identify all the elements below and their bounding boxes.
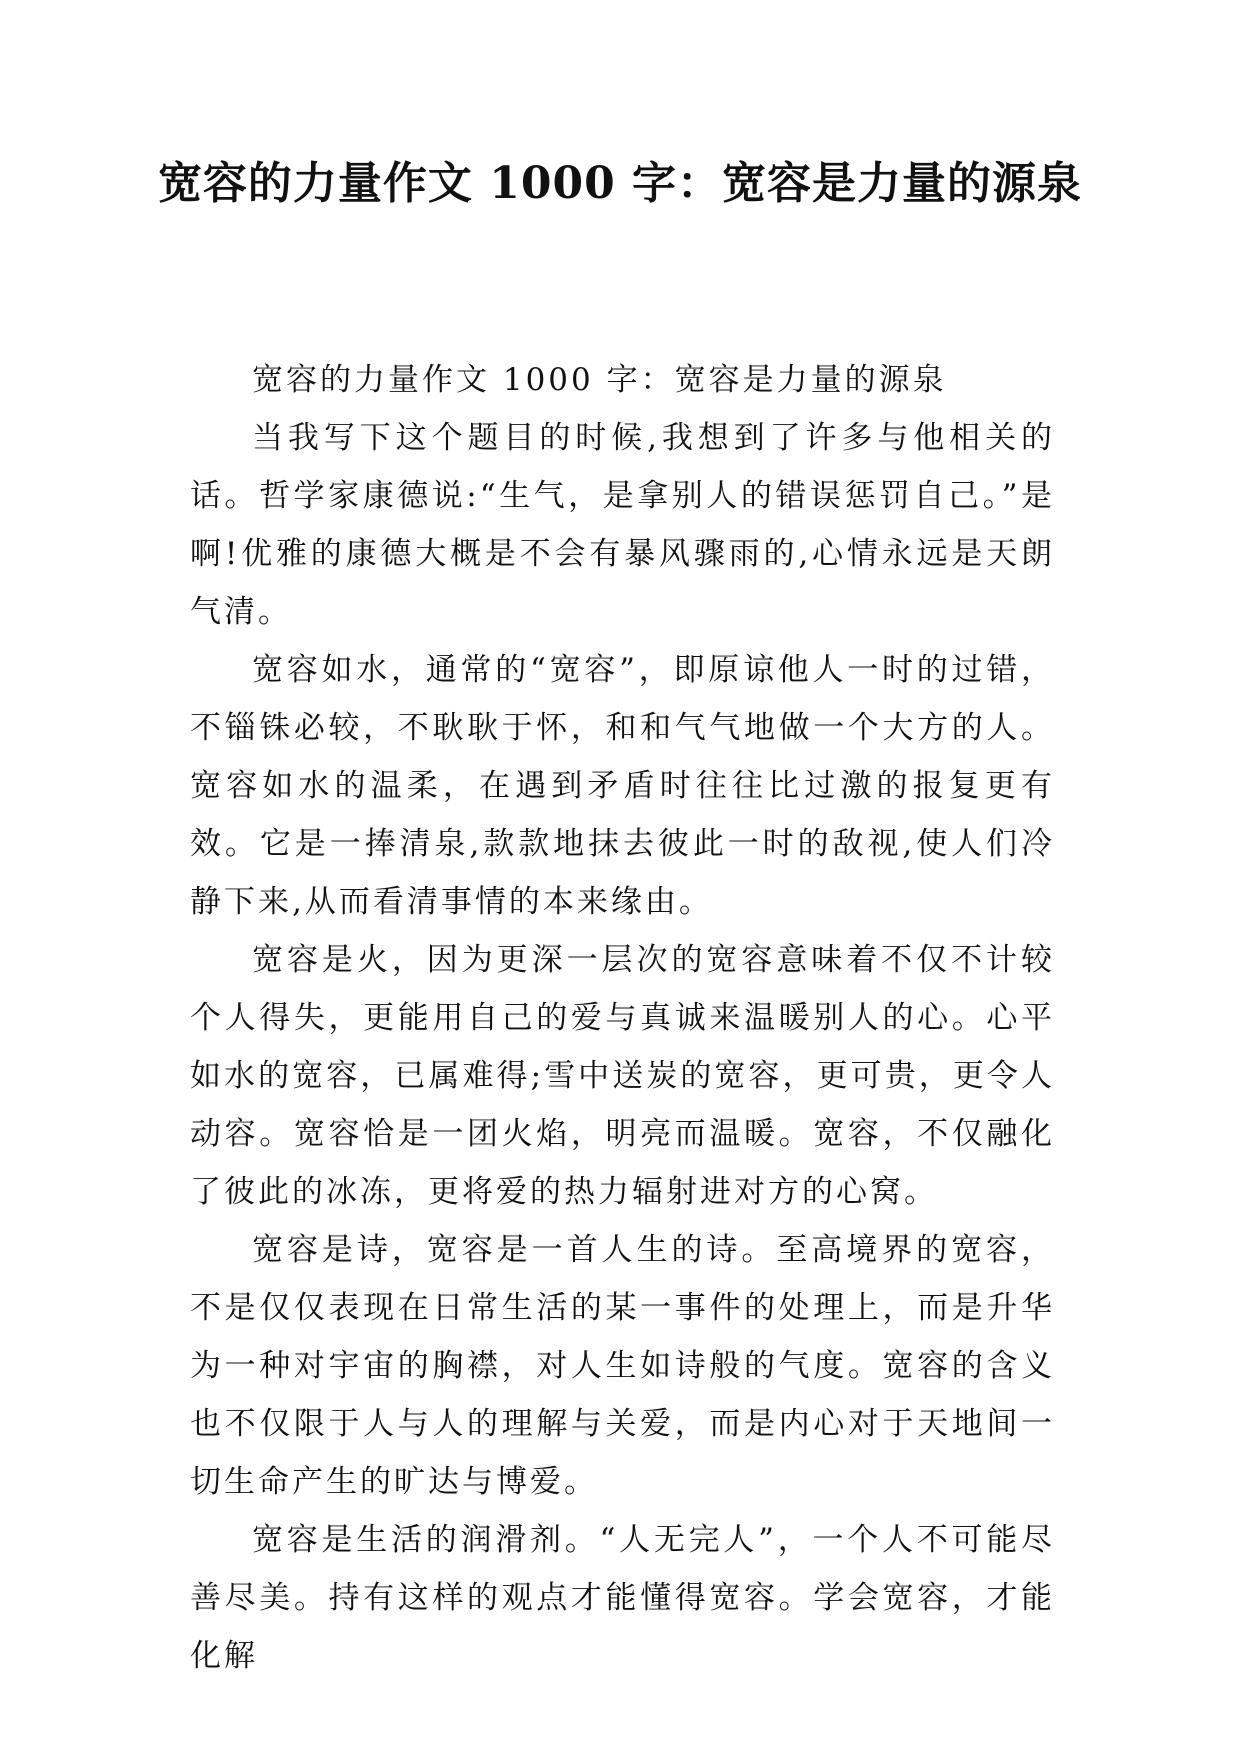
paragraph: 当我写下这个题目的时候,我想到了许多与他相关的话。哲学家康德说:“生气，是拿别人的错误惩罚自己。”是啊!优雅的康德大概是不会有暴风骤雨的,心情永远是天朗气清。 xyxy=(190,420,1055,630)
document-title: 宽容的力量作文 1000 字：宽容是力量的源泉 xyxy=(157,158,1083,209)
paragraph: 宽容是生活的润滑剂。“人无完人”，一个人不可能尽善尽美。持有这样的观点才能懂得宽容。学会宽容，才能化解 xyxy=(190,1522,1055,1674)
paragraph: 宽容如水，通常的“宽容”，即原谅他人一时的过错，不锱铢必较，不耿耿于怀，和和气气地做一个大方的人。宽容如水的温柔，在遇到矛盾时往往比过激的报复更有效。它是一捧清泉,款款地抹去彼此一时的敌视,使人们冷静下来,从而看清事情的本来缘由。 xyxy=(190,652,1055,920)
paragraph: 宽容是诗，宽容是一首人生的诗。至高境界的宽容，不是仅仅表现在日常生活的某一事件的处理上，而是升华为一种对宇宙的胸襟，对人生如诗般的气度。宽容的含义也不仅限于人与人的理解与关爱，而是内心对于天地间一切生命产生的旷达与博爱。 xyxy=(190,1232,1055,1500)
paragraph-subtitle: 宽容的力量作文 1000 字：宽容是力量的源泉 xyxy=(252,362,947,398)
paragraph: 宽容是火，因为更深一层次的宽容意味着不仅不计较个人得失，更能用自己的爱与真诚来温暖别人的心。心平如水的宽容，已属难得;雪中送炭的宽容，更可贵，更令人动容。宽容恰是一团火焰，明亮而温暖。宽容，不仅融化了彼此的冰冻，更将爱的热力辐射进对方的心窝。 xyxy=(190,942,1055,1210)
document-body xyxy=(190,351,1055,1685)
